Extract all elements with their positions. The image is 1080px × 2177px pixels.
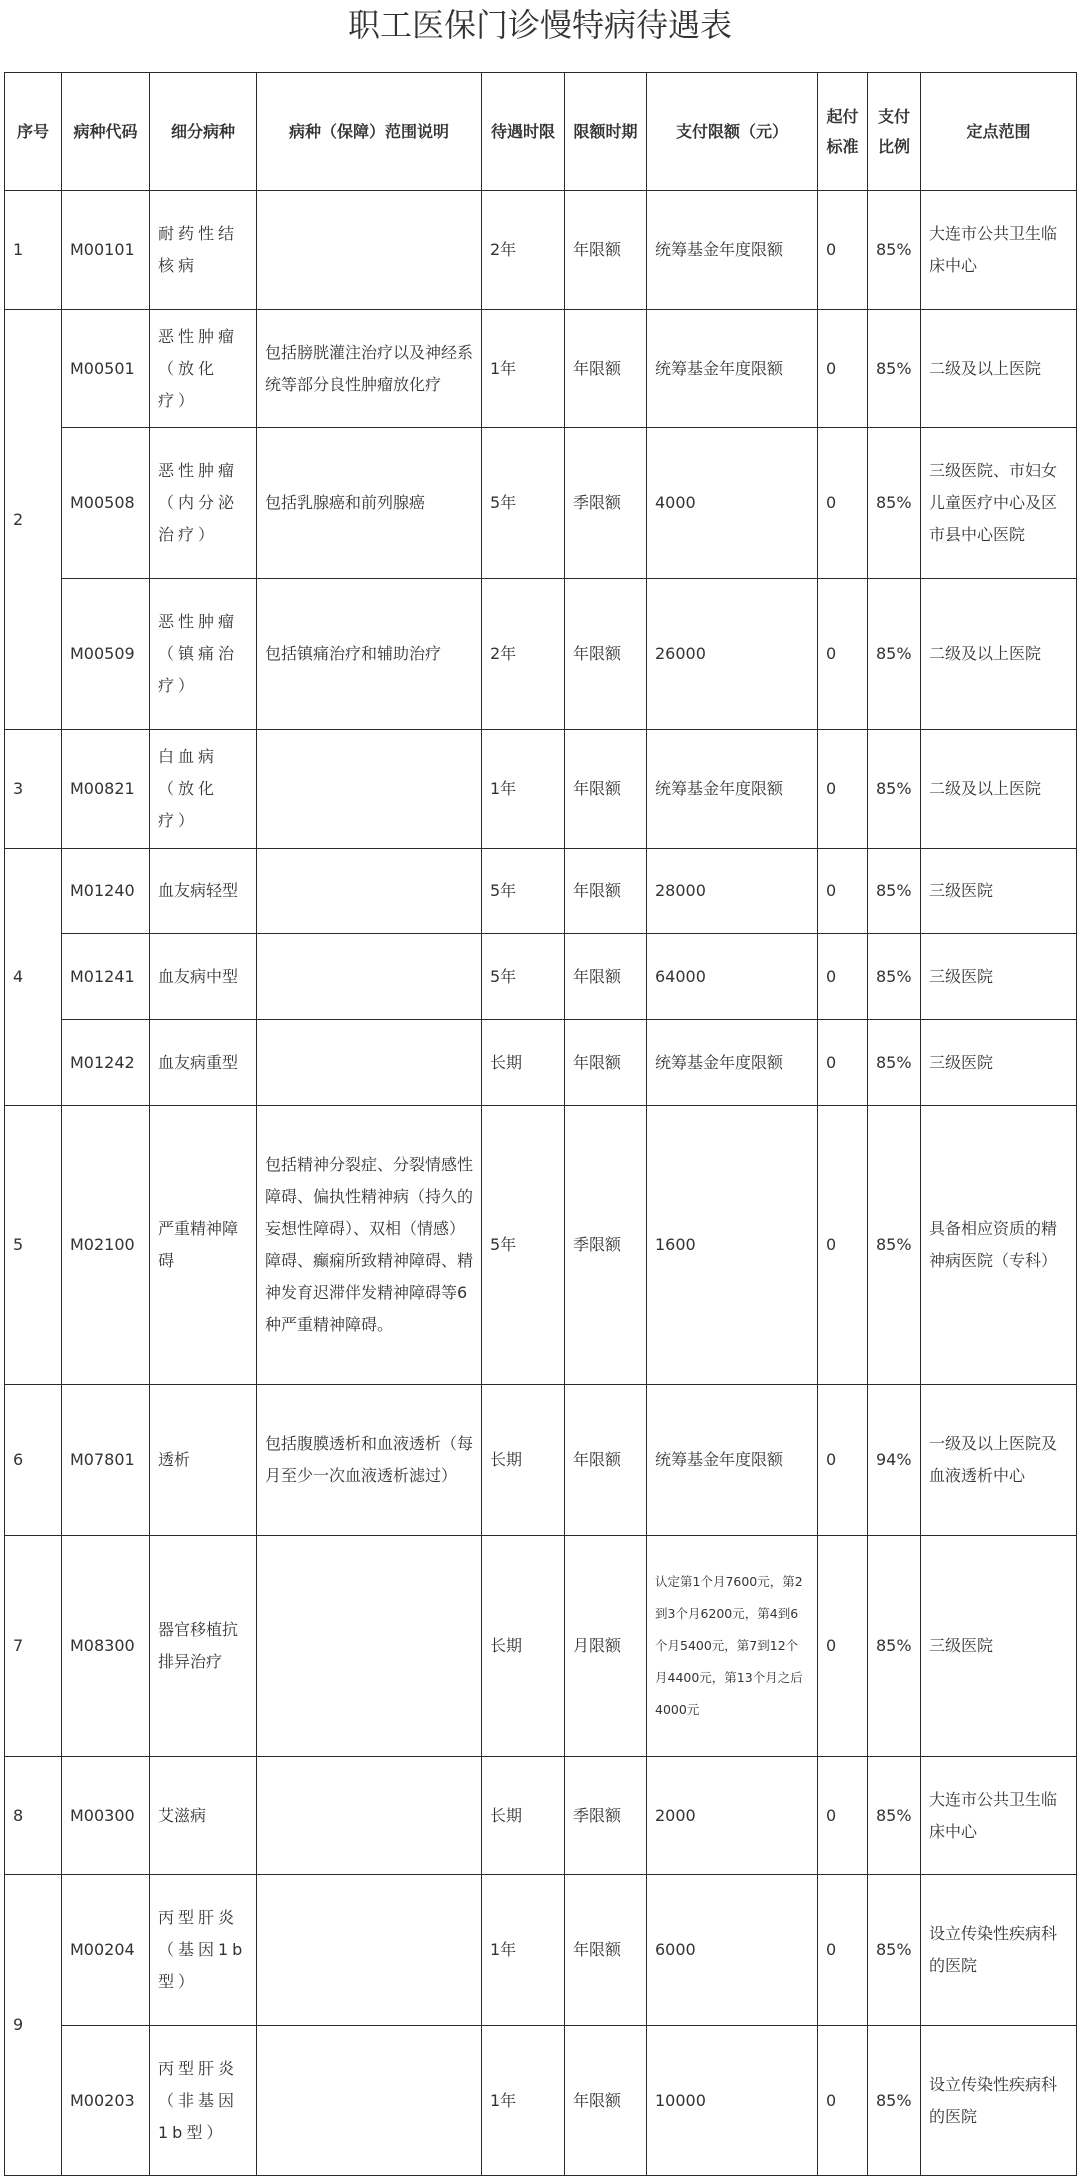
cell-ratio: 85%	[868, 579, 921, 730]
table-row	[5, 1757, 1077, 1875]
cell-scope: 二级及以上医院	[921, 730, 1077, 849]
cell-start: 0	[818, 1106, 868, 1385]
cell-seq: 7	[5, 1536, 62, 1757]
cell-subtype: 恶性肿瘤（放化疗）	[150, 310, 257, 428]
cell-limit-period: 季限额	[565, 428, 647, 579]
cell-limit: 26000	[647, 579, 818, 730]
cell-start: 0	[818, 1757, 868, 1875]
cell-subtype: 艾滋病	[150, 1757, 257, 1875]
table-row	[5, 310, 1077, 428]
cell-seq: 8	[5, 1757, 62, 1875]
cell-description	[257, 1536, 482, 1757]
cell-code: M01240	[62, 849, 150, 934]
cell-description: 包括镇痛治疗和辅助治疗	[257, 579, 482, 730]
cell-ratio: 85%	[868, 310, 921, 428]
cell-start: 0	[818, 428, 868, 579]
table-row	[5, 579, 1077, 730]
cell-seq: 1	[5, 191, 62, 310]
cell-limit: 统筹基金年度限额	[647, 191, 818, 310]
cell-ratio: 85%	[868, 730, 921, 849]
cell-seq: 5	[5, 1106, 62, 1385]
cell-ratio: 85%	[868, 1106, 921, 1385]
cell-description	[257, 1020, 482, 1106]
cell-description	[257, 1757, 482, 1875]
cell-start: 0	[818, 934, 868, 1020]
cell-limit-period: 年限额	[565, 2026, 647, 2176]
cell-code: M00300	[62, 1757, 150, 1875]
cell-scope: 三级医院	[921, 1020, 1077, 1106]
cell-seq: 2	[5, 310, 62, 730]
cell-period: 1年	[482, 1875, 565, 2026]
cell-scope: 三级医院	[921, 934, 1077, 1020]
cell-start: 0	[818, 730, 868, 849]
cell-start: 0	[818, 1536, 868, 1757]
cell-ratio: 85%	[868, 428, 921, 579]
cell-limit: 64000	[647, 934, 818, 1020]
cell-period: 长期	[482, 1757, 565, 1875]
cell-subtype: 恶性肿瘤（镇痛治疗）	[150, 579, 257, 730]
cell-limit-period: 年限额	[565, 310, 647, 428]
cell-subtype: 严重精神障碍	[150, 1106, 257, 1385]
header-ratio	[868, 73, 921, 191]
cell-limit-period: 年限额	[565, 1385, 647, 1536]
cell-period: 长期	[482, 1020, 565, 1106]
table-row	[5, 428, 1077, 579]
cell-code: M00508	[62, 428, 150, 579]
cell-ratio: 85%	[868, 1875, 921, 2026]
cell-description	[257, 2026, 482, 2176]
header-ratio-line2: 比例	[877, 136, 910, 156]
cell-limit: 统筹基金年度限额	[647, 730, 818, 849]
header-start-line1: 起付	[826, 106, 859, 126]
cell-subtype: 丙型肝炎（非基因1b型）	[150, 2026, 257, 2176]
cell-code: M00203	[62, 2026, 150, 2176]
header-limit: 支付限额（元）	[647, 73, 818, 191]
cell-description: 包括精神分裂症、分裂情感性障碍、偏执性精神病（持久的妄想性障碍）、双相（情感）障碍、癫痫所致精神障碍、精神发育迟滞伴发精神障碍等6种严重精神障碍。	[257, 1106, 482, 1385]
cell-limit: 统筹基金年度限额	[647, 1385, 818, 1536]
header-start-standard	[818, 73, 868, 191]
page-title: 职工医保门诊慢特病待遇表	[347, 6, 732, 44]
cell-description: 包括腹膜透析和血液透析（每月至少一次血液透析滤过）	[257, 1385, 482, 1536]
header-description: 病种（保障）范围说明	[257, 73, 482, 191]
cell-start: 0	[818, 1875, 868, 2026]
cell-ratio: 85%	[868, 1757, 921, 1875]
cell-description: 包括膀胱灌注治疗以及神经系统等部分良性肿瘤放化疗	[257, 310, 482, 428]
cell-seq: 9	[5, 1875, 62, 2176]
cell-ratio: 85%	[868, 191, 921, 310]
cell-period: 2年	[482, 191, 565, 310]
cell-period: 1年	[482, 2026, 565, 2176]
cell-start: 0	[818, 1385, 868, 1536]
cell-scope: 大连市公共卫生临床中心	[921, 191, 1077, 310]
header-scope: 定点范围	[921, 73, 1077, 191]
cell-limit: 10000	[647, 2026, 818, 2176]
cell-ratio: 85%	[868, 934, 921, 1020]
cell-subtype: 白血病（放化疗）	[150, 730, 257, 849]
cell-limit-period: 季限额	[565, 1757, 647, 1875]
cell-limit-period: 年限额	[565, 849, 647, 934]
cell-limit: 统筹基金年度限额	[647, 310, 818, 428]
cell-subtype: 血友病轻型	[150, 849, 257, 934]
header-limit-period: 限额时期	[565, 73, 647, 191]
cell-code: M00204	[62, 1875, 150, 2026]
cell-limit: 4000	[647, 428, 818, 579]
cell-code: M01241	[62, 934, 150, 1020]
header-row	[5, 73, 1077, 191]
cell-scope: 大连市公共卫生临床中心	[921, 1757, 1077, 1875]
header-subtype: 细分病种	[150, 73, 257, 191]
cell-period: 5年	[482, 428, 565, 579]
cell-description	[257, 191, 482, 310]
table-row	[5, 1020, 1077, 1106]
cell-start: 0	[818, 1020, 868, 1106]
cell-limit-period: 年限额	[565, 1020, 647, 1106]
cell-subtype: 丙型肝炎（基因1b型）	[150, 1875, 257, 2026]
cell-subtype: 血友病中型	[150, 934, 257, 1020]
table-row	[5, 2026, 1077, 2176]
cell-limit: 1600	[647, 1106, 818, 1385]
cell-scope: 具备相应资质的精神病医院（专科）	[921, 1106, 1077, 1385]
cell-description	[257, 730, 482, 849]
header-ratio-line1: 支付	[877, 106, 910, 126]
cell-period: 5年	[482, 934, 565, 1020]
cell-limit: 6000	[647, 1875, 818, 2026]
cell-limit: 2000	[647, 1757, 818, 1875]
cell-description	[257, 934, 482, 1020]
cell-code: M07801	[62, 1385, 150, 1536]
cell-description	[257, 849, 482, 934]
cell-description	[257, 1875, 482, 2026]
cell-limit-period: 季限额	[565, 1106, 647, 1385]
cell-code: M00101	[62, 191, 150, 310]
cell-start: 0	[818, 849, 868, 934]
cell-scope: 二级及以上医院	[921, 579, 1077, 730]
table-row	[5, 730, 1077, 849]
table-row	[5, 1875, 1077, 2026]
cell-period: 5年	[482, 849, 565, 934]
cell-subtype: 血友病重型	[150, 1020, 257, 1106]
cell-limit-period: 年限额	[565, 1875, 647, 2026]
table-row	[5, 1106, 1077, 1385]
table-row	[5, 849, 1077, 934]
cell-subtype: 耐药性结核病	[150, 191, 257, 310]
header-start-line2: 标准	[826, 136, 859, 156]
cell-code: M00501	[62, 310, 150, 428]
cell-seq: 6	[5, 1385, 62, 1536]
cell-code: M01242	[62, 1020, 150, 1106]
cell-start: 0	[818, 579, 868, 730]
header-period: 待遇时限	[482, 73, 565, 191]
cell-period: 1年	[482, 730, 565, 849]
cell-code: M00821	[62, 730, 150, 849]
cell-code: M02100	[62, 1106, 150, 1385]
cell-limit-period: 年限额	[565, 191, 647, 310]
table-row	[5, 934, 1077, 1020]
cell-period: 长期	[482, 1536, 565, 1757]
cell-ratio: 85%	[868, 1536, 921, 1757]
cell-start: 0	[818, 191, 868, 310]
cell-limit: 28000	[647, 849, 818, 934]
cell-limit-period: 年限额	[565, 730, 647, 849]
cell-period: 2年	[482, 579, 565, 730]
cell-seq: 3	[5, 730, 62, 849]
cell-period: 5年	[482, 1106, 565, 1385]
cell-scope: 三级医院	[921, 849, 1077, 934]
cell-limit-period: 年限额	[565, 934, 647, 1020]
cell-ratio: 94%	[868, 1385, 921, 1536]
cell-period: 长期	[482, 1385, 565, 1536]
cell-period: 1年	[482, 310, 565, 428]
header-seq: 序号	[5, 73, 62, 191]
cell-ratio: 85%	[868, 1020, 921, 1106]
cell-scope: 三级医院、市妇女儿童医疗中心及区市县中心医院	[921, 428, 1077, 579]
cell-limit: 认定第1个月7600元，第2到3个月6200元，第4到6个月5400元，第7到12个月4400元，第13个月之后4000元	[647, 1536, 818, 1757]
cell-scope: 一级及以上医院及血液透析中心	[921, 1385, 1077, 1536]
cell-code: M00509	[62, 579, 150, 730]
cell-scope: 二级及以上医院	[921, 310, 1077, 428]
cell-ratio: 85%	[868, 849, 921, 934]
cell-code: M08300	[62, 1536, 150, 1757]
header-code: 病种代码	[62, 73, 150, 191]
cell-ratio: 85%	[868, 2026, 921, 2176]
cell-limit-period: 年限额	[565, 579, 647, 730]
cell-limit-period: 月限额	[565, 1536, 647, 1757]
cell-subtype: 透析	[150, 1385, 257, 1536]
cell-seq: 4	[5, 849, 62, 1106]
cell-subtype: 恶性肿瘤（内分泌治疗）	[150, 428, 257, 579]
cell-limit: 统筹基金年度限额	[647, 1020, 818, 1106]
table-row	[5, 191, 1077, 310]
cell-scope: 设立传染性疾病科的医院	[921, 1875, 1077, 2026]
cell-scope: 设立传染性疾病科的医院	[921, 2026, 1077, 2176]
table-row	[5, 1385, 1077, 1536]
cell-start: 0	[818, 310, 868, 428]
cell-description: 包括乳腺癌和前列腺癌	[257, 428, 482, 579]
benefits-table	[4, 72, 1077, 2176]
cell-start: 0	[818, 2026, 868, 2176]
cell-scope: 三级医院	[921, 1536, 1077, 1757]
table-row	[5, 1536, 1077, 1757]
cell-subtype: 器官移植抗排异治疗	[150, 1536, 257, 1757]
